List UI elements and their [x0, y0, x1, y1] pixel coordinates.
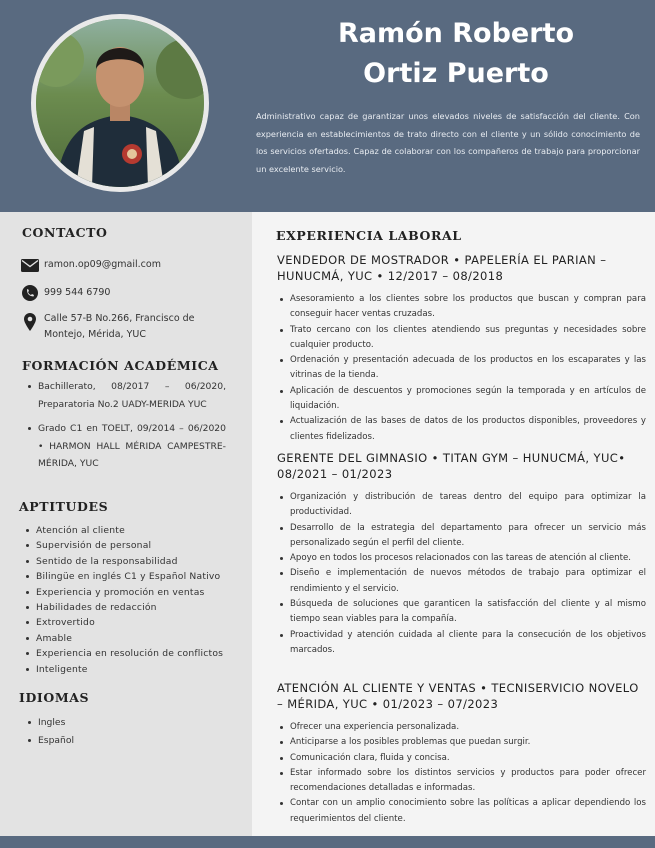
skill-item: Supervisión de personal — [24, 538, 244, 553]
name-line-2: Ortiz Puerto — [363, 58, 549, 89]
languages-list — [26, 714, 226, 749]
education-title: FORMACIÓN ACADÉMICA — [22, 358, 219, 373]
duty-item: Actualización de las bases de datos de los productos disponibles, proveedores y clientes fidelizados. — [278, 414, 646, 445]
duty-item: Ordenación y presentación adecuada de los productos en los escaparates y las vitrinas de la tienda. — [278, 353, 646, 384]
footer-bar — [0, 836, 655, 848]
skill-item: Inteligente — [24, 662, 244, 677]
duty-item: Asesoramiento a los clientes sobre los productos que buscan y compran para conseguir hacer ventas cruzadas. — [278, 292, 646, 323]
languages-title: IDIOMAS — [19, 690, 90, 705]
profile-summary: Administrativo capaz de garantizar unos elevados niveles de satisfacción del cliente. Con experiencia en establecimientos de trato directo con el cliente y un sólido conocimiento de los servicios ofertados. Capaz de colaborar con los compañeros de trabajo para proporcionar un excelente servicio. — [256, 111, 640, 174]
duty-item: Organización y distribución de tareas dentro del equipo para optimizar la productividad. — [278, 490, 646, 521]
location-pin-icon — [20, 311, 40, 333]
job-title: GERENTE DEL GIMNASIO • TITAN GYM – HUNUCMÁ, YUC• 08/2021 – 01/2023 — [277, 451, 626, 481]
envelope-icon — [20, 257, 40, 273]
contact-address — [20, 311, 220, 343]
job-duties-list — [278, 720, 646, 827]
duty-item: Estar informado sobre los distintos servicios y productos para poder ofrecer recomendaciones detalladas e informadas. — [278, 766, 646, 797]
education-list — [26, 378, 226, 473]
profile-photo — [31, 14, 209, 192]
skill-item: Atención al cliente — [24, 523, 244, 538]
skills-title: APTITUDES — [19, 499, 109, 514]
profile-photo-image — [36, 19, 204, 187]
language-item: Español — [26, 732, 226, 750]
duty-item: Apoyo en todos los procesos relacionados con las tareas de atención al cliente. — [278, 551, 646, 566]
duty-item: Aplicación de descuentos y promociones según la temporada y en artículos de liquidación. — [278, 384, 646, 415]
duty-item: Ofrecer una experiencia personalizada. — [278, 720, 646, 735]
name-line-1: Ramón Roberto — [337, 18, 575, 49]
email-text: ramon.op09@gmail.com — [44, 259, 161, 270]
skill-item: Extrovertido — [24, 615, 244, 630]
skill-item: Bilingüe en inglés C1 y Español Nativo — [24, 569, 244, 584]
phone-icon — [20, 285, 40, 301]
job-title: ATENCIÓN AL CLIENTE Y VENTAS • TECNISERVICIO NOVELO – MÉRIDA, YUC • 01/2023 – 07/2023 — [277, 681, 639, 711]
duty-item: Búsqueda de soluciones que garanticen la satisfacción del cliente y al mismo tiempo sean viables para la compañía. — [278, 597, 646, 628]
contact-title: CONTACTO — [22, 225, 108, 240]
candidate-name — [270, 14, 642, 94]
duty-item: Diseño e implementación de nuevos métodos de trabajo para optimizar el rendimiento y el servicio. — [278, 566, 646, 597]
job-duties-list — [278, 292, 646, 445]
skill-item: Sentido de la responsabilidad — [24, 554, 244, 569]
phone-text: 999 544 6790 — [44, 287, 111, 298]
skill-item: Experiencia y promoción en ventas — [24, 585, 244, 600]
contact-email — [20, 257, 161, 273]
education-item: Bachillerato, 08/2017 – 06/2020, Preparatoria No.2 UADY-MERIDA YUC — [26, 378, 226, 413]
duty-item: Contar con un amplio conocimiento sobre las políticas a aplicar dependiendo los requerimientos del cliente. — [278, 796, 646, 827]
duty-item: Trato cercano con los clientes atendiendo sus preguntas y necesidades sobre cualquier producto. — [278, 323, 646, 354]
job-duties-list — [278, 490, 646, 658]
education-item: Grado C1 en TOELT, 09/2014 – 06/2020 • HARMON HALL MÉRIDA CAMPESTRE- MÉRIDA, YUC — [26, 420, 226, 473]
header-banner — [0, 0, 655, 212]
skill-item: Experiencia en resolución de conflictos — [24, 646, 244, 661]
job-title: VENDEDOR DE MOSTRADOR • PAPELERÍA EL PARIAN – HUNUCMÁ, YUC • 12/2017 – 08/2018 — [277, 253, 607, 283]
experience-title: EXPERIENCIA LABORAL — [276, 228, 462, 243]
duty-item: Comunicación clara, fluida y concisa. — [278, 751, 646, 766]
skill-item: Habilidades de redacción — [24, 600, 244, 615]
language-item: Ingles — [26, 714, 226, 732]
skills-list — [24, 523, 244, 677]
address-text: Calle 57-B No.266, Francisco de Montejo, Mérida, YUC — [44, 313, 195, 340]
duty-item: Desarrollo de la estrategia del departamento para ofrecer un servicio más personalizado según el perfil del cliente. — [278, 521, 646, 552]
duty-item: Anticiparse a los posibles problemas que puedan surgir. — [278, 735, 646, 750]
skill-item: Amable — [24, 631, 244, 646]
contact-phone — [20, 285, 110, 301]
duty-item: Proactividad y atención cuidada al cliente para la consecución de los objetivos marcados. — [278, 628, 646, 659]
